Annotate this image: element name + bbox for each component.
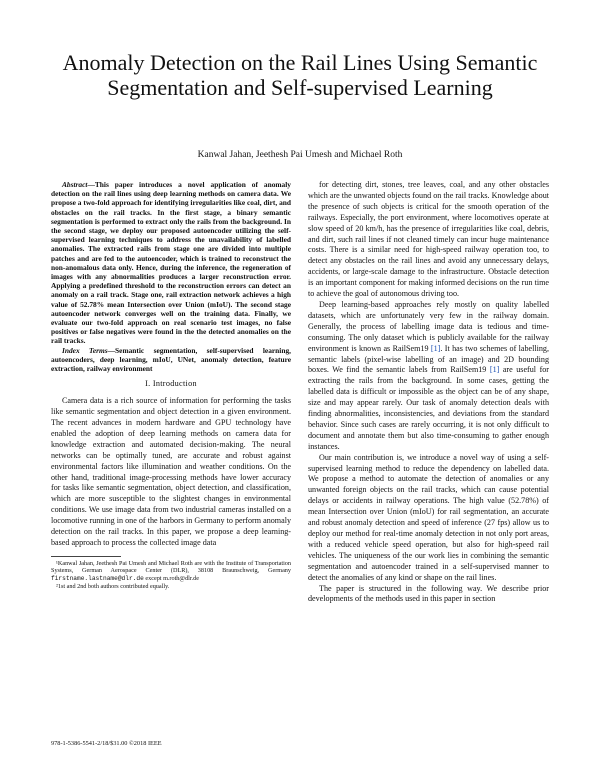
- index-terms-text: —Semantic segmentation, self-supervised learning, autoencoders, deep learning, mIoU, UNet, anomaly detection, feature extraction, railway environment: [51, 345, 291, 374]
- paragraph-3-part-c: are useful for extracting the rails from the background. In some cases, getting the labelled data is difficult or impossible as the object can be of any shape, size and may appear rarely. Our task of anomaly detection deals with finding abnormalities, inconsistencies, and deviations from the standard behavior. Since such cases are rarely occurring, it is not only difficult to document and annotate them but also time-consuming to gather enough instances.: [308, 365, 550, 451]
- abstract-text: —This paper introduces a novel application of anomaly detection on the rail lines using deep learning methods on camera data. We propose a two-fold approach for identifying irregularities like coal, dirt, and obstacles on the rail tracks. In the first stage, a binary semantic segmentation is performed to extract only the rails from the background. In the second stage, we deploy our proposed autoencoder utilizing the self-supervised learning techniques to address the unavailability of labelled anomalies. The extracted rails from stage one are divided into multiple patches and are fed to the autoencoder, which is trained to reconstruct the non-anomalous data only. Hence, during the inference, the regeneration of images with any abnormalities produces a larger reconstruction error. Applying a predefined threshold to the reconstruction errors can detect an anomaly on a rail track. Stage one, rail extraction network achieves a high value of 52.78% mean Intersection over Union (mIoU). The second stage autoencoder network converges well on the training data. Finally, we evaluate our two-fold approach on real scenario test images, no false positives or false negatives were found in the the detected anomalies on the rail tracks.: [51, 180, 291, 346]
- intro-paragraph-4: Our main contribution is, we introduce a novel way of using a self-supervised learning method to reduce the dependency on labelled data. We propose a method to automate the detection of anomalies or any unwanted foreign objects on the rail tracks, which can cause potential delays or accidents in railway operations. The high value (52.78%) of mean Intersection over Union (mIoU) for rail segmentation, an accurate and robust anomaly detection and speed of inference (27 fps) allow us to deploy our method for real-time anomaly detection in not only port areas, with a reduced vehicle speed operation, but also for high-speed rail vehicles. The uniqueness of the our work lies in combining the semantic segmentation and autoencoder trained in a self-supervised manner to detect the anomalies of any kind or shape on the rail lines.: [308, 452, 549, 582]
- intro-paragraph-2: for detecting dirt, stones, tree leaves, coal, and any other obstacles which are the unwanted objects found on the rail tracks. Knowledge about the presence of such objects is critical for the smooth operation of the railways. Especially, the port environment, where locomotives operate at slow speed of 20 km/h, has the presence of irregularities like coal, debris, and dirt, such rail lines if not cleaned timely can incur huge maintenance costs. There is a similar need for high-speed railway operation too, to detect any obstacles on the rail lines and avoid any unnecessary delays, accidents, or large-scale damage to the infrastructure. Obstacle detection is an important component for making informed decisions on the run time to achieve the goal of autonomous driving too.: [308, 180, 549, 299]
- abstract: [51, 180, 291, 346]
- paper-authors: Kanwal Jahan, Jeethesh Pai Umesh and Michael Roth: [197, 150, 403, 160]
- citation-link-2[interactable]: [1]: [489, 365, 500, 375]
- footnote-affiliation-text: ¹Kanwal Jahan, Jeethesh Pai Umesh and Michael Roth are with the Institute of Transportation Systems, German Aerospace Center (DLR), 38108 Braunschweig, Germany: [51, 559, 291, 575]
- index-terms-label: Index Terms: [62, 345, 108, 355]
- footnote-email: firstname.lastname@dlr.de: [51, 575, 144, 583]
- footnote-divider: [51, 556, 121, 557]
- citation-link-1[interactable]: [1]: [430, 343, 441, 353]
- right-column: [308, 180, 549, 605]
- paper-title: Anomaly Detection on the Rail Lines Using Semantic Segmentation and Self-supervised Learning: [62, 50, 538, 100]
- copyright-notice: 978-1-5386-5541-2/18/$31.00 ©2018 IEEE: [51, 740, 162, 747]
- footnote-affiliation: [51, 560, 291, 583]
- footnote-email-exception: except m.roth@dlr.de: [143, 575, 200, 583]
- intro-paragraph-1: Camera data is a rich source of information for performing the tasks like semantic segmentation and object detection in a given environment. The recent advances in modern hardware and GPU technology have enabled the adoption of deep learning methods on camera data for knowledge extraction and automated decision-making. The neural networks can be optimally tuned, are accurate and robust against environmental factors like illumination and weather conditions. On the other hand, traditional image-processing methods have lower accuracy for tasks like semantic segmentation, object detection, and classification, which are more susceptible to the slightest changes in environmental conditions. We use image data from two industrial cameras installed on a locomotive running in one of the harbors in Germany to perform anomaly detection on the rail tracks. In this paper, we propose a deep learning-based approach to process the collected image data: [51, 396, 291, 547]
- section-heading-introduction: I. Introduction: [145, 379, 197, 389]
- intro-paragraph-3: [308, 300, 549, 453]
- paragraph-3-part-a: Deep learning-based approaches rely mostly on quality labelled datasets, which are unfortunately very few in the railway domain. Generally, the process of labelling image data is tedious and time-consuming. The only dataset which is publicly available for the railway environment is known as RailSem19: [308, 299, 549, 353]
- abstract-label: Abstract: [62, 180, 88, 189]
- index-terms: [51, 346, 291, 374]
- intro-paragraph-5: The paper is structured in the following way. We describe prior developments of the methods used in this paper in section: [308, 583, 549, 604]
- footnote-equal-contribution: ²1st and 2nd both authors contributed equally.: [56, 582, 170, 590]
- paragraph-3-part-b: . It has two schemes of labelling, semantic labels (pixel-wise labelling of an image) and 2D bounding boxes. We find the semantic labels from RailSem19: [308, 343, 549, 375]
- left-column: [51, 180, 291, 590]
